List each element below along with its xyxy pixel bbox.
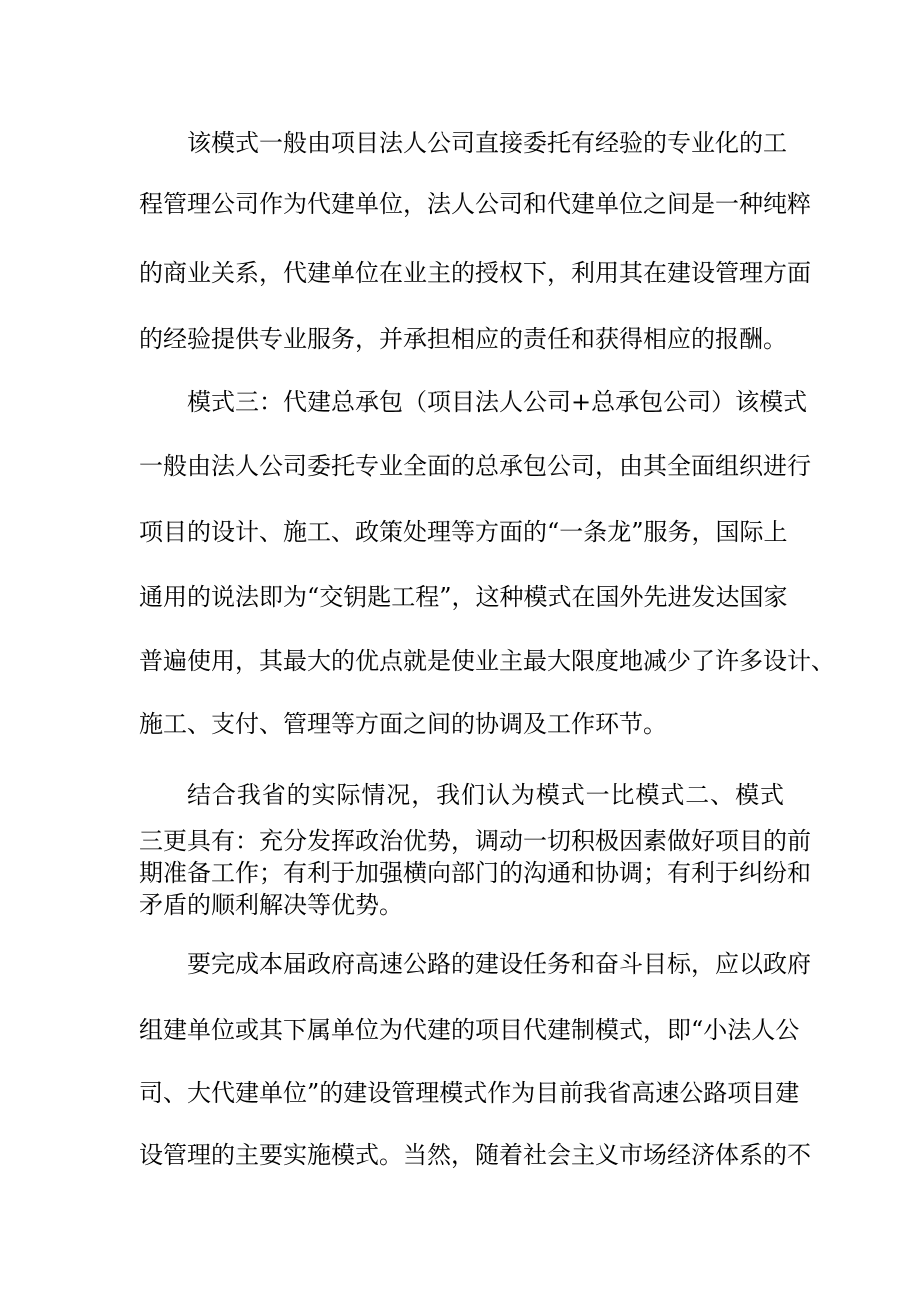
paragraph-1-line-1: 该模式一般由项目法人公司直接委托有经验的专业化的工 [187,129,787,157]
paragraph-1-line-2: 程管理公司作为代建单位，法人公司和代建单位之间是一种纯粹 [139,190,811,218]
paragraph-2-line-6: 施工、支付、管理等方面之间的协调及工作环节。 [139,710,667,738]
paragraph-3-line-1: 结合我省的实际情况，我们认为模式一比模式二、模式 [187,781,784,809]
paragraph-3-line-3: 期准备工作；有利于加强横向部门的沟通和协调；有利于纠纷和 [139,859,811,887]
paragraph-3-line-4: 矛盾的顺利解决等优势。 [139,891,403,919]
paragraph-4-line-3: 司、大代建单位”的建设管理模式作为目前我省高速公路项目建 [139,1079,800,1107]
paragraph-4-line-2: 组建单位或其下属单位为代建的项目代建制模式，即“小法人公 [139,1016,800,1044]
paragraph-2-line-1: 模式三：代建总承包（项目法人公司+总承包公司）该模式 [187,388,808,416]
paragraph-4-line-1: 要完成本届政府高速公路的建设任务和奋斗目标，应以政府 [187,950,811,978]
paragraph-2-line-2: 一般由法人公司委托专业全面的总承包公司，由其全面组织进行 [139,452,811,480]
paragraph-3-line-2: 三更具有：充分发挥政治优势，调动一切积极因素做好项目的前 [139,827,811,855]
paragraph-1-line-4: 的经验提供专业服务，并承担相应的责任和获得相应的报酬。 [139,325,787,353]
paragraph-4-line-4: 设管理的主要实施模式。当然，随着社会主义市场经济体系的不 [139,1141,811,1169]
paragraph-2-line-5: 普遍使用，其最大的优点就是使业主最大限度地减少了许多设计、 [139,647,835,675]
paragraph-1-line-3: 的商业关系，代建单位在业主的授权下，利用其在建设管理方面 [139,259,811,287]
paragraph-2-line-4: 通用的说法即为“交钥匙工程”，这种模式在国外先进发达国家 [139,583,788,611]
paragraph-2-line-3: 项目的设计、施工、政策处理等方面的“一条龙”服务，国际上 [139,518,788,546]
